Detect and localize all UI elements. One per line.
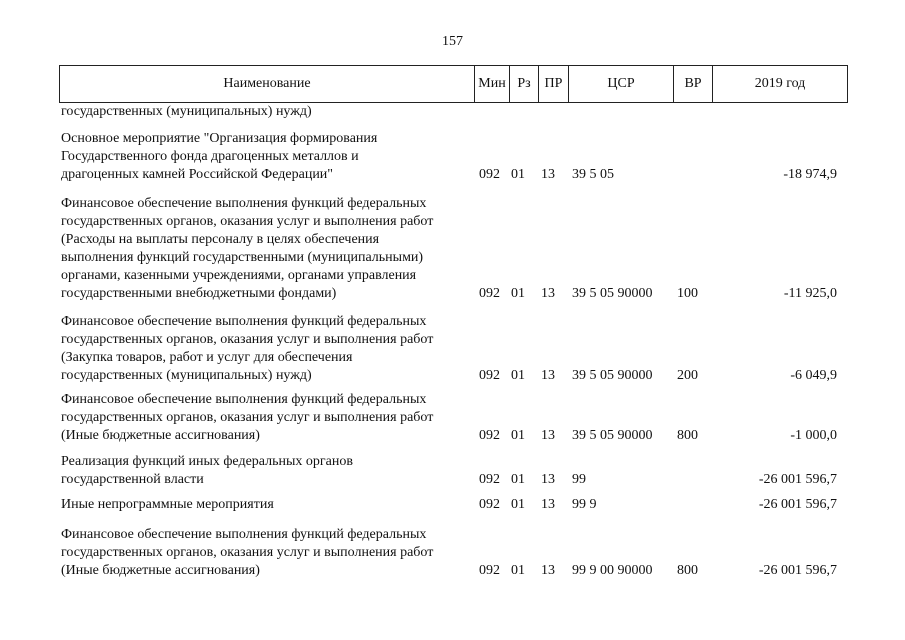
row-description-line: Реализация функций иных федеральных органов [61, 454, 353, 469]
row-description-line: государственных органов, оказания услуг и выполнения работ [61, 410, 434, 425]
cell-rz: 01 [511, 428, 525, 443]
cell-vr: 200 [677, 368, 698, 383]
cell-rz: 01 [511, 563, 525, 578]
cell-rz: 01 [511, 368, 525, 383]
cell-min: 092 [479, 368, 500, 383]
cell-csr: 39 5 05 90000 [572, 428, 653, 443]
cell-pr: 13 [541, 428, 555, 443]
row-description-line: Иные непрограммные мероприятия [61, 497, 274, 512]
row-description-line: выполнения функций государственными (муниципальными) [61, 250, 424, 265]
row-description-line: государственных (муниципальных) нужд) [61, 368, 312, 383]
row-description-line: (Иные бюджетные ассигнования) [61, 428, 260, 443]
header-csr: ЦСР [569, 66, 674, 103]
cell-pr: 13 [541, 167, 555, 182]
cell-pr: 13 [541, 472, 555, 487]
row-description [61, 391, 471, 445]
row-description-line: Финансовое обеспечение выполнения функций федеральных [61, 527, 427, 542]
cell-vr: 800 [677, 428, 698, 443]
page-number: 157 [442, 34, 463, 49]
row-description-line: (Закупка товаров, работ и услуг для обеспечения [61, 350, 353, 365]
cell-min: 092 [479, 428, 500, 443]
row-description [61, 130, 471, 184]
cell-min: 092 [479, 472, 500, 487]
cell-rz: 01 [511, 497, 525, 512]
row-description [61, 103, 471, 121]
row-description-line: государственных органов, оказания услуг и выполнения работ [61, 214, 434, 229]
cell-rz: 01 [511, 167, 525, 182]
row-description-line: драгоценных камней Российской Федерации" [61, 167, 334, 182]
cell-rz: 01 [511, 286, 525, 301]
cell-csr: 99 [572, 472, 586, 487]
cell-amount: -6 049,9 [790, 368, 837, 383]
row-description-line: государственных органов, оказания услуг и выполнения работ [61, 545, 434, 560]
cell-amount: -1 000,0 [790, 428, 837, 443]
row-description [61, 313, 471, 385]
row-description-line: Основное мероприятие "Организация формирования [61, 131, 378, 146]
row-description-line: Финансовое обеспечение выполнения функций федеральных [61, 314, 427, 329]
row-description-line: органами, казенными учреждениями, органами управления [61, 268, 417, 283]
cell-min: 092 [479, 167, 500, 182]
header-year: 2019 год [713, 66, 848, 103]
header-rz: Рз [510, 66, 539, 103]
cell-amount: -18 974,9 [783, 167, 837, 182]
row-description-line: государственной власти [61, 472, 204, 487]
row-description-line: государственных органов, оказания услуг и выполнения работ [61, 332, 434, 347]
cell-pr: 13 [541, 563, 555, 578]
header-vr: ВР [674, 66, 713, 103]
row-description [61, 496, 471, 514]
row-description-line: государственных (муниципальных) нужд) [61, 104, 312, 119]
row-description-line: государственными внебюджетными фондами) [61, 286, 337, 301]
cell-amount: -11 925,0 [783, 286, 837, 301]
cell-amount: -26 001 596,7 [758, 472, 837, 487]
row-description [61, 195, 471, 303]
cell-csr: 99 9 00 90000 [572, 563, 653, 578]
cell-rz: 01 [511, 472, 525, 487]
cell-vr: 100 [677, 286, 698, 301]
cell-min: 092 [479, 563, 500, 578]
cell-amount: -26 001 596,7 [758, 563, 837, 578]
header-min: Мин [475, 66, 510, 103]
header-pr: ПР [539, 66, 569, 103]
cell-csr: 39 5 05 90000 [572, 368, 653, 383]
cell-amount: -26 001 596,7 [758, 497, 837, 512]
cell-csr: 99 9 [572, 497, 597, 512]
cell-vr: 800 [677, 563, 698, 578]
cell-csr: 39 5 05 90000 [572, 286, 653, 301]
cell-pr: 13 [541, 286, 555, 301]
row-description-line: (Иные бюджетные ассигнования) [61, 563, 260, 578]
row-description-line: Финансовое обеспечение выполнения функций федеральных [61, 392, 427, 407]
row-description [61, 453, 471, 489]
row-description-line: Государственного фонда драгоценных металлов и [61, 149, 359, 164]
row-description [61, 526, 471, 580]
cell-csr: 39 5 05 [572, 167, 614, 182]
cell-min: 092 [479, 497, 500, 512]
row-description-line: Финансовое обеспечение выполнения функций федеральных [61, 196, 427, 211]
row-description-line: (Расходы на выплаты персоналу в целях обеспечения [61, 232, 380, 247]
cell-min: 092 [479, 286, 500, 301]
cell-pr: 13 [541, 497, 555, 512]
cell-pr: 13 [541, 368, 555, 383]
header-name: Наименование [60, 66, 475, 103]
